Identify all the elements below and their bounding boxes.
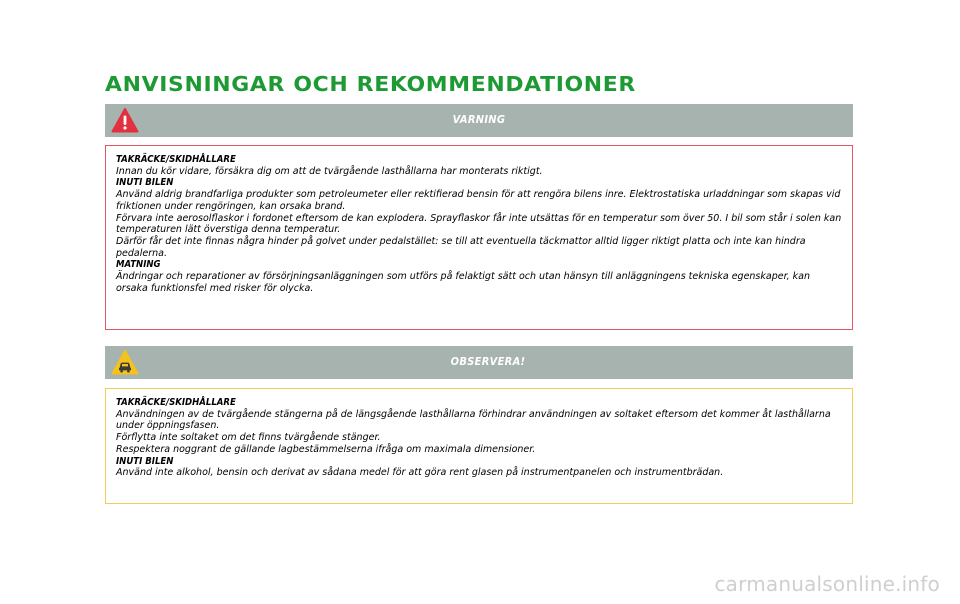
notice-heading-interior: INUTI BILEN — [116, 455, 174, 467]
notice-para-sunroof: Förflytta inte soltaket om det finns tvärgående stänger. — [116, 432, 381, 444]
warning-para-aerosol: Förvara inte aerosolflaskor i fordonet eftersom de kan explodera. Sprayflaskor får inte utsättas för en temperatur som över 50. I bil som står i solen kan temperaturen lätt överstiga denna temperatur. — [116, 212, 842, 236]
warning-content-box — [105, 145, 853, 330]
notice-para-crossbars: Användningen av de tvärgående stängerna på de längsgående lasthållarna förhindrar användningen av soltaket eftersom det kommer åt lasthållarna under öppningsfasen. — [116, 408, 831, 432]
notice-header-band — [105, 346, 853, 379]
warning-heading-interior: INUTI BILEN — [116, 177, 174, 189]
warning-heading-fuel-supply: MATNING — [116, 259, 161, 271]
notice-para-regulations: Respektera noggrant de gällande lagbestämmelserna ifråga om maximala dimensioner. — [116, 443, 536, 455]
warning-heading-roof-rack: TAKRÄCKE/SKIDHÅLLARE — [116, 154, 236, 165]
warning-para-pedals: Därför får det inte finnas några hinder på golvet under pedalstället: se till att eventuella täckmattor alltid ligger riktigt platta och inte kan hindra pedalerna. — [116, 235, 806, 259]
warning-label: VARNING — [452, 113, 506, 126]
warning-para-roof-rack: Innan du kör vidare, försäkra dig om att de tvärgående lasthållarna har monterats riktigt. — [116, 165, 543, 177]
notice-heading-roof-rack: TAKRÄCKE/SKIDHÅLLARE — [116, 397, 236, 408]
warning-para-fuel-supply: Ändringar och reparationer av försörjningsanläggningen som utförs på felaktigt sätt och utan hänsyn till anläggningens tekniska egenskaper, kan orsaka funktionsfel med risker för olycka. — [116, 271, 811, 294]
notice-content-box — [105, 388, 853, 504]
notice-para-cleaning: Använd inte alkohol, bensin och derivat av sådana medel för att göra rent glasen på instrumentpanelen och instrumentbrädan. — [116, 467, 724, 479]
warning-para-flammable: Använd aldrig brandfarliga produkter som petroleumeter eller rektifierad bensin för att rengöra bilens inre. Elektrostatiska urladdningar som skapas vid friktionen under rengöringen, kan orsaka brand. — [116, 189, 841, 212]
notice-label: OBSERVERA! — [450, 355, 526, 368]
page-title: ANVISNINGAR OCH REKOMMENDATIONER — [105, 72, 636, 96]
watermark: carmanualsonline.info — [714, 572, 940, 596]
warning-header-band — [105, 104, 853, 137]
